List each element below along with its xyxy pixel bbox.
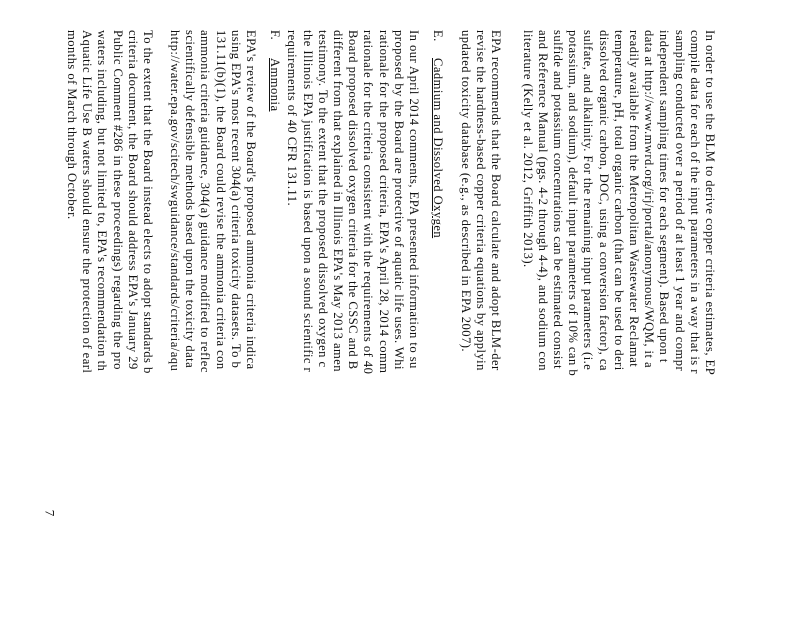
- text-line: Board proposed dissolved oxygen criteria for the CSSC and B: [346, 30, 361, 370]
- text-line: literature (Kelly et al. 2012, Griffith 2013).: [520, 30, 535, 268]
- text-line: updated toxicity database (e.g., as described in EPA 2007).: [458, 30, 473, 352]
- paragraph-epa-recommends: [457, 30, 503, 610]
- text-line: revise the hardness-based copper criteria equations by applyin: [473, 30, 488, 371]
- text-line: potassium, and sodium), default input parameters of 10% can b: [566, 30, 581, 377]
- text-line: ammonia criteria guidance, 304(a) guidance modified to reflec: [198, 30, 213, 373]
- text-line: different from that explained in Illinois EPA's May 2013 amen: [330, 30, 345, 373]
- section-heading-e: [430, 30, 445, 238]
- text-line: dissolved organic carbon, DOC, using a conversion factor), ca: [596, 30, 611, 371]
- text-line: compile data for each of the input parameters in a way that is r: [687, 30, 702, 374]
- text-line: http://water.epa.gov/scitech/swguidance/standards/criteria/aqu: [167, 30, 182, 372]
- section-heading-f: [267, 30, 282, 112]
- text-line: scientifically defensible methods based upon the toxicity data: [183, 30, 198, 369]
- text-line: rationale for the criteria consistent with the requirements of 40: [361, 30, 376, 375]
- text-line: Public Comment #286 in these proceedings) regarding the pro: [110, 30, 125, 370]
- text-line: In order to use the BLM to derive copper criteria estimates, EP: [703, 30, 717, 376]
- text-line: data at http://www.mwrd.org/irj/portal/anonymous/WQM, it a: [642, 30, 657, 369]
- text-line: EPA recommends that the Board calculate and adopt BLM-der: [489, 30, 503, 371]
- section-title: Cadmium and Dissolved Oxygen: [431, 58, 445, 239]
- text-line: requirements of 40 CFR 131.11.: [285, 30, 300, 207]
- text-line: sulfate, and alkalinity. For the remaining input parameters (i.e: [581, 30, 596, 371]
- section-title: Ammonia: [268, 58, 282, 112]
- text-line: and Reference Manual (pgs. 4-2 through 4-4), and sodium con: [535, 30, 550, 371]
- rotated-text-block: [64, 0, 725, 618]
- paragraph-ammonia-review: [167, 30, 258, 610]
- text-line: testimony. To the extent that the proposed dissolved oxygen c: [315, 30, 330, 368]
- text-line: using EPA's most recent 304(a) criteria toxicity datasets. To b: [228, 30, 243, 369]
- paragraph-blm-copper: [519, 30, 717, 610]
- text-line: readily available from the Metropolitan Wastewater Reclamat: [626, 30, 641, 368]
- text-line: EPA's review of the Board's proposed ammonia criteria indica: [244, 30, 258, 370]
- text-line: temperature, pH, total organic carbon (that can be used to deri: [611, 30, 626, 371]
- text-line: months of March through October.: [64, 30, 79, 220]
- text-line: sampling conducted over a period of at least 1 year and compr: [672, 30, 687, 372]
- section-letter: E.: [431, 30, 445, 42]
- text-line: criteria document, the Board should address EPA's January 29: [125, 30, 140, 370]
- paragraph-cadmium-do: [284, 30, 421, 610]
- paragraph-ammonia-standards: [64, 30, 155, 610]
- section-letter: F.: [268, 30, 282, 41]
- text-line: rationale for the proposed criteria, EPA's April 28, 2014 comm: [376, 30, 391, 374]
- text-line: the Illinois EPA justification is based upon a sound scientific r: [300, 30, 315, 373]
- text-line: Aquatic Life Use B waters should ensure the protection of earl: [80, 30, 95, 374]
- text-line: 131.11(b)(1), the Board could revise the ammonia criteria con: [213, 30, 228, 370]
- text-line: proposed by the Board are protective of aquatic life uses. Whi: [391, 30, 406, 370]
- text-line: independent sampling times for each segment). Based upon t: [657, 30, 672, 363]
- text-line: waters including, but not limited to, EPA's recommendation th: [95, 30, 110, 372]
- text-line: To the extent that the Board instead elects to adopt standards b: [141, 30, 155, 374]
- page-number: 7: [42, 509, 58, 517]
- text-line: sulfide and potassium concentrations can be estimated consist: [550, 30, 565, 370]
- text-line: In our April 2014 comments, EPA presented information to su: [407, 30, 421, 369]
